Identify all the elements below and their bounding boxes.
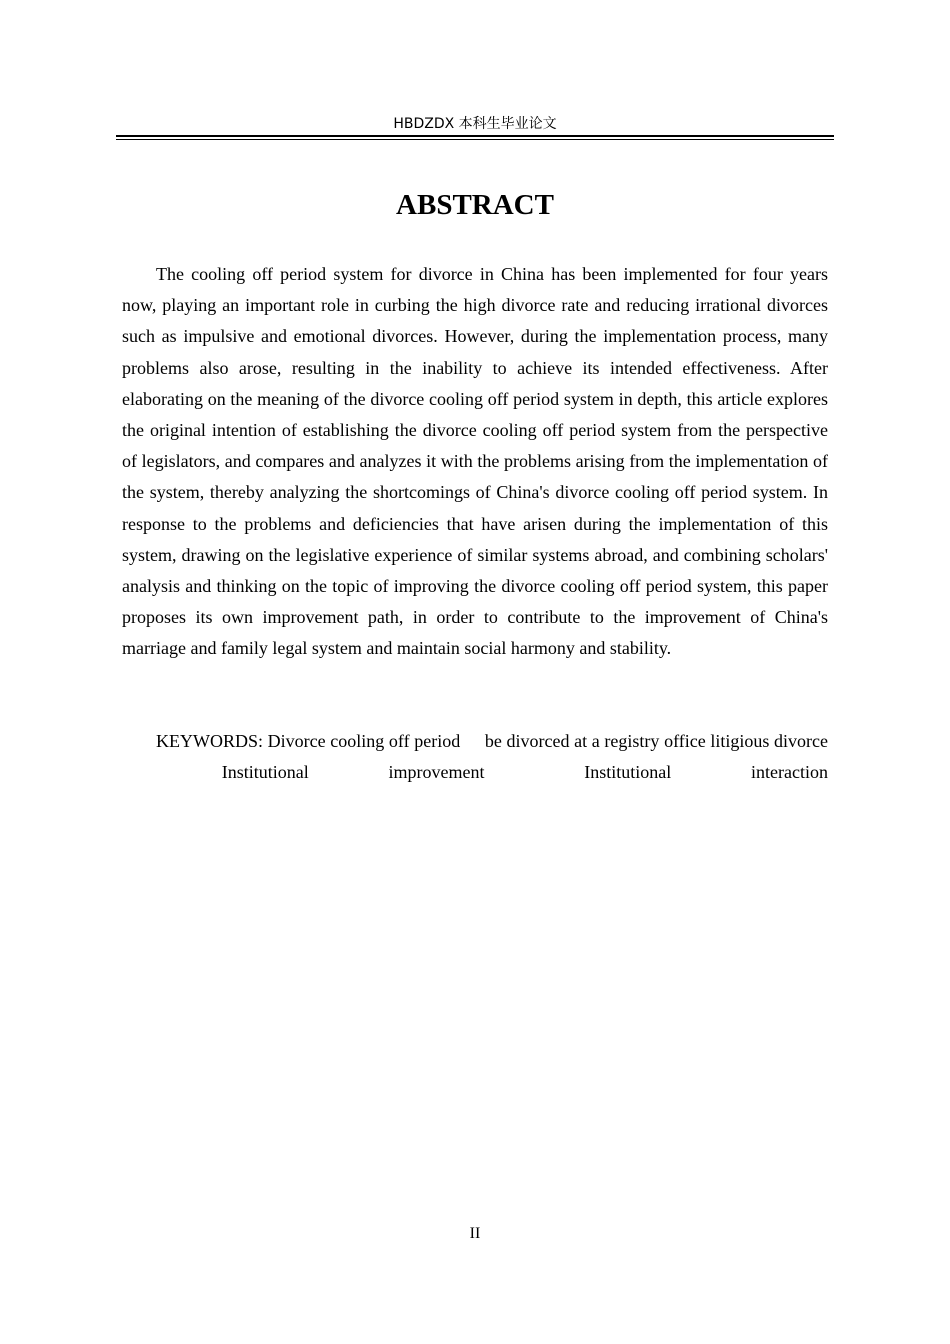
- keywords-line: [122, 726, 828, 788]
- keyword-item: Institutional improvement: [221, 762, 485, 782]
- page-number: II: [469, 1225, 481, 1242]
- keyword-item: Divorce cooling off period: [267, 731, 461, 751]
- keywords-label: KEYWORDS:: [156, 731, 263, 751]
- page-header: HBDZDX 本科生毕业论文: [393, 116, 557, 132]
- keyword-item: Institutional interaction: [584, 762, 828, 782]
- header-rule-thick: [116, 135, 834, 137]
- abstract-body: The cooling off period system for divorce in China has been implemented for four years now, playing an important role in curbing the high divorce rate and reducing irrational divorces such as impulsive and emotional divorces. However, during the implementation process, many problems also arose, resulting in the inability to achieve its intended effectiveness. After elaborating on the meaning of the divorce cooling off period system in depth, this article explores the original intention of establishing the divorce cooling off period system from the perspective of legislators, and compares and analyzes it with the problems arising from the implementation of the system, thereby analyzing the shortcomings of China's divorce cooling off period system. In response to the problems and deficiencies that have arisen during the implementation of this system, drawing on the legislative experience of similar systems abroad, and combining scholars' analysis and thinking on the topic of improving the divorce cooling off period system, this paper proposes its own improvement path, in order to contribute to the improvement of China's marriage and family legal system and maintain social harmony and stability.: [122, 264, 828, 659]
- keyword-item: litigious divorce: [710, 731, 829, 751]
- header-rule-thin: [116, 139, 834, 140]
- abstract-heading: ABSTRACT: [396, 189, 554, 221]
- keyword-item: be divorced at a registry office: [484, 731, 706, 751]
